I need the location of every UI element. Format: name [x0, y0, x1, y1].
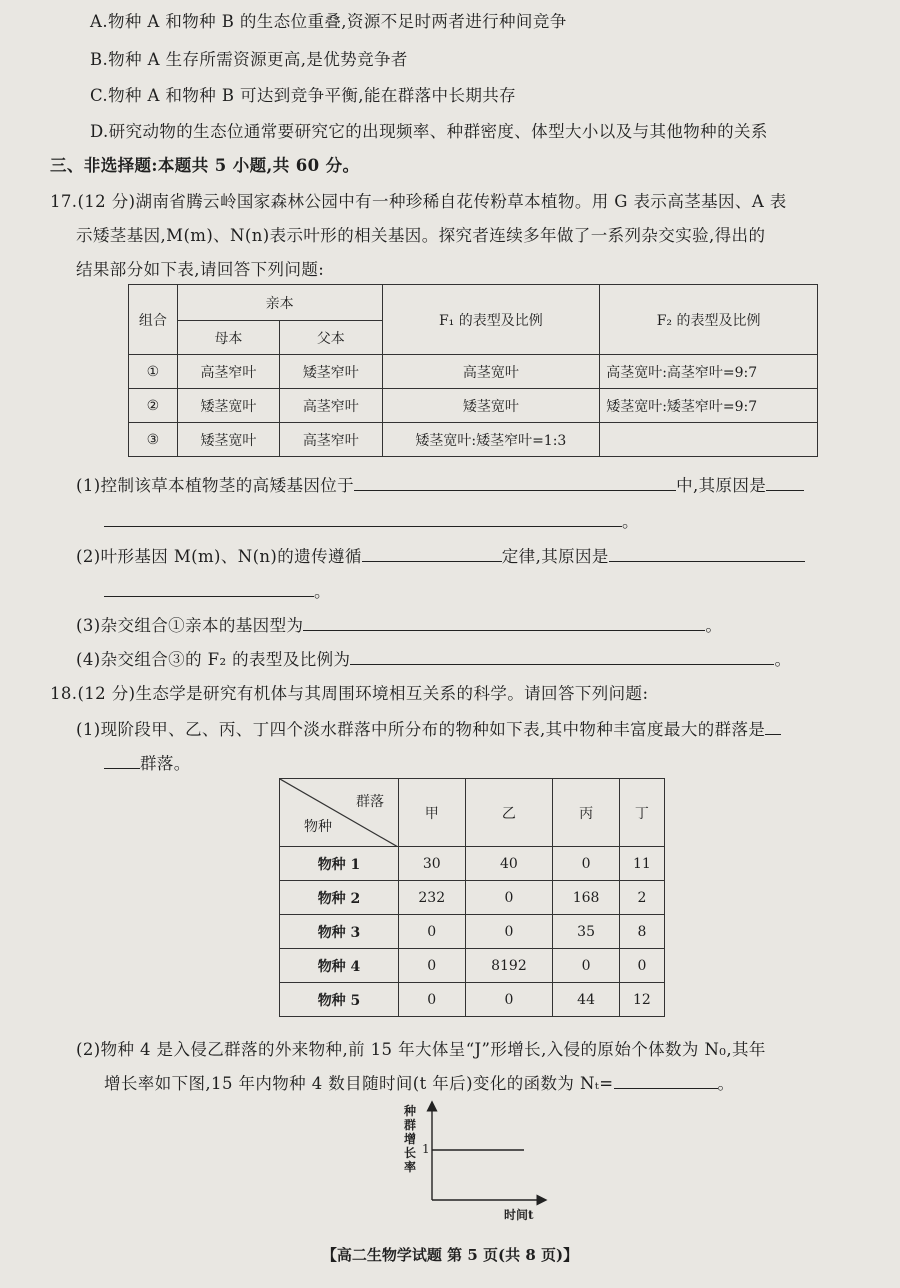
table-row	[129, 355, 818, 389]
row-species: 物种 2	[280, 881, 399, 915]
cell: 0	[465, 915, 553, 949]
q17-sub3-text: (3)杂交组合①亲本的基因型为	[76, 616, 304, 635]
q17-stem-line3: 结果部分如下表,请回答下列问题:	[76, 260, 325, 279]
answer-blank[interactable]	[303, 612, 705, 631]
q18-stem: 18.(12 分)生态学是研究有机体与其周围环境相互关系的科学。请回答下列问题:	[50, 684, 649, 703]
row-species: 物种 5	[280, 983, 399, 1017]
row-species: 物种 3	[280, 915, 399, 949]
cell: 40	[465, 847, 553, 881]
q17-sub1-text: (1)控制该草本植物茎的高矮基因位于	[76, 476, 355, 495]
answer-blank[interactable]	[104, 578, 314, 597]
col-header: 丁	[619, 779, 664, 847]
row-f2: 高茎宽叶:高茎窄叶=9:7	[600, 355, 818, 389]
corner-bottom-label: 物种	[304, 819, 332, 835]
table-row	[129, 389, 818, 423]
q18-sub1-cont	[104, 750, 191, 774]
row-mother: 高茎窄叶	[177, 355, 279, 389]
period: 。	[314, 582, 331, 601]
q17-sub1	[76, 472, 804, 496]
row-mother: 矮茎宽叶	[177, 423, 279, 457]
cell: 0	[619, 949, 664, 983]
table-row	[280, 847, 665, 881]
q18-sub2-text: 增长率如下图,15 年内物种 4 数目随时间(t 年后)变化的函数为 Nₜ=	[104, 1074, 614, 1093]
q17-sub2-text: (2)叶形基因 M(m)、N(n)的遗传遵循	[76, 547, 362, 566]
hybrid-table	[128, 284, 818, 457]
growth-rate-graph	[392, 1098, 562, 1238]
q18-sub2-line2	[104, 1070, 734, 1094]
row-f2	[600, 423, 818, 457]
row-f1: 矮茎宽叶	[382, 389, 600, 423]
answer-blank[interactable]	[104, 750, 140, 769]
answer-blank[interactable]	[614, 1070, 718, 1089]
q16-option-a: A.物种 A 和物种 B 的生态位重叠,资源不足时两者进行种间竞争	[90, 12, 567, 31]
header-f1: F₁ 的表型及比例	[382, 285, 600, 355]
row-id: ①	[129, 355, 178, 389]
corner-top-label: 群落	[356, 794, 384, 810]
y-tick-label: 1	[422, 1142, 430, 1156]
cell: 35	[553, 915, 620, 949]
row-species: 物种 4	[280, 949, 399, 983]
species-table	[279, 778, 665, 1017]
answer-blank[interactable]	[350, 646, 774, 665]
cell: 11	[619, 847, 664, 881]
row-father: 高茎窄叶	[280, 423, 382, 457]
row-mother: 矮茎宽叶	[177, 389, 279, 423]
answer-blank[interactable]	[354, 472, 676, 491]
col-header: 甲	[399, 779, 466, 847]
row-species: 物种 1	[280, 847, 399, 881]
cell: 30	[399, 847, 466, 881]
q17-sub1-cont	[104, 508, 639, 532]
answer-blank[interactable]	[362, 543, 502, 562]
col-header: 乙	[465, 779, 553, 847]
q16-option-c: C.物种 A 和物种 B 可达到竞争平衡,能在群落中长期共存	[90, 86, 517, 105]
q17-sub2-text2: 定律,其原因是	[501, 547, 609, 566]
cell: 0	[553, 949, 620, 983]
q17-stem-line2: 示矮茎基因,M(m)、N(n)表示叶形的相关基因。探究者连续多年做了一系列杂交实验,得出的	[76, 226, 766, 245]
cell: 8192	[465, 949, 553, 983]
cell: 2	[619, 881, 664, 915]
section-heading: 三、非选择题:本题共 5 小题,共 60 分。	[50, 156, 360, 175]
header-father: 父本	[280, 321, 382, 355]
row-father: 矮茎窄叶	[280, 355, 382, 389]
cell: 0	[465, 881, 553, 915]
answer-blank[interactable]	[104, 508, 622, 527]
q16-option-d: D.研究动物的生态位通常要研究它的出现频率、种群密度、体型大小以及与其他物种的关系	[90, 122, 768, 141]
row-f1: 矮茎宽叶:矮茎窄叶=1:3	[382, 423, 600, 457]
q16-option-b: B.物种 A 生存所需资源更高,是优势竞争者	[90, 50, 408, 69]
cell: 0	[399, 949, 466, 983]
cell: 0	[399, 983, 466, 1017]
row-father: 高茎窄叶	[280, 389, 382, 423]
q17-sub4	[76, 646, 791, 670]
row-f1: 高茎宽叶	[382, 355, 600, 389]
cell: 44	[553, 983, 620, 1017]
table-corner	[280, 779, 399, 847]
x-axis-label: 时间t	[504, 1208, 534, 1222]
q17-sub2-cont	[104, 578, 331, 602]
period: 。	[774, 650, 792, 669]
y-axis-label: 种群增长率	[404, 1104, 417, 1174]
cell: 232	[399, 881, 466, 915]
header-mother: 母本	[177, 321, 279, 355]
q18-sub2-line1: (2)物种 4 是入侵乙群落的外来物种,前 15 年大体呈“J”形增长,入侵的原始个体数为 N₀,其年	[76, 1040, 766, 1059]
cell: 8	[619, 915, 664, 949]
diagonal-line	[280, 779, 398, 847]
header-f2: F₂ 的表型及比例	[600, 285, 818, 355]
table-row	[280, 983, 665, 1017]
period: 。	[717, 1074, 735, 1093]
row-f2: 矮茎宽叶:矮茎窄叶=9:7	[600, 389, 818, 423]
table-row	[280, 915, 665, 949]
answer-blank[interactable]	[765, 716, 781, 735]
header-group: 组合	[129, 285, 178, 355]
row-id: ②	[129, 389, 178, 423]
page-footer: 【高二生物学试题 第 5 页(共 8 页)】	[321, 1246, 579, 1264]
q17-sub1-text2: 中,其原因是	[676, 476, 767, 495]
cell: 0	[465, 983, 553, 1017]
cell: 0	[553, 847, 620, 881]
q18-sub1-text2: 群落。	[140, 754, 191, 773]
cell: 0	[399, 915, 466, 949]
answer-blank[interactable]	[609, 543, 805, 562]
q18-sub1-text: (1)现阶段甲、乙、丙、丁四个淡水群落中所分布的物种如下表,其中物种丰富度最大的群落是	[76, 720, 766, 739]
header-parent: 亲本	[177, 285, 382, 321]
period: 。	[622, 512, 639, 531]
answer-blank[interactable]	[766, 472, 804, 491]
q18-sub1	[76, 716, 781, 740]
table-row	[280, 949, 665, 983]
col-header: 丙	[553, 779, 620, 847]
q17-sub2	[76, 543, 805, 567]
q17-sub3	[76, 612, 722, 636]
table-row	[280, 881, 665, 915]
q17-sub4-text: (4)杂交组合③的 F₂ 的表型及比例为	[76, 650, 351, 669]
cell: 168	[553, 881, 620, 915]
period: 。	[705, 616, 723, 635]
row-id: ③	[129, 423, 178, 457]
table-row	[129, 423, 818, 457]
q17-stem-line1: 17.(12 分)湖南省腾云岭国家森林公园中有一种珍稀自花传粉草本植物。用 G 表示高茎基因、A 表	[50, 192, 787, 211]
cell: 12	[619, 983, 664, 1017]
